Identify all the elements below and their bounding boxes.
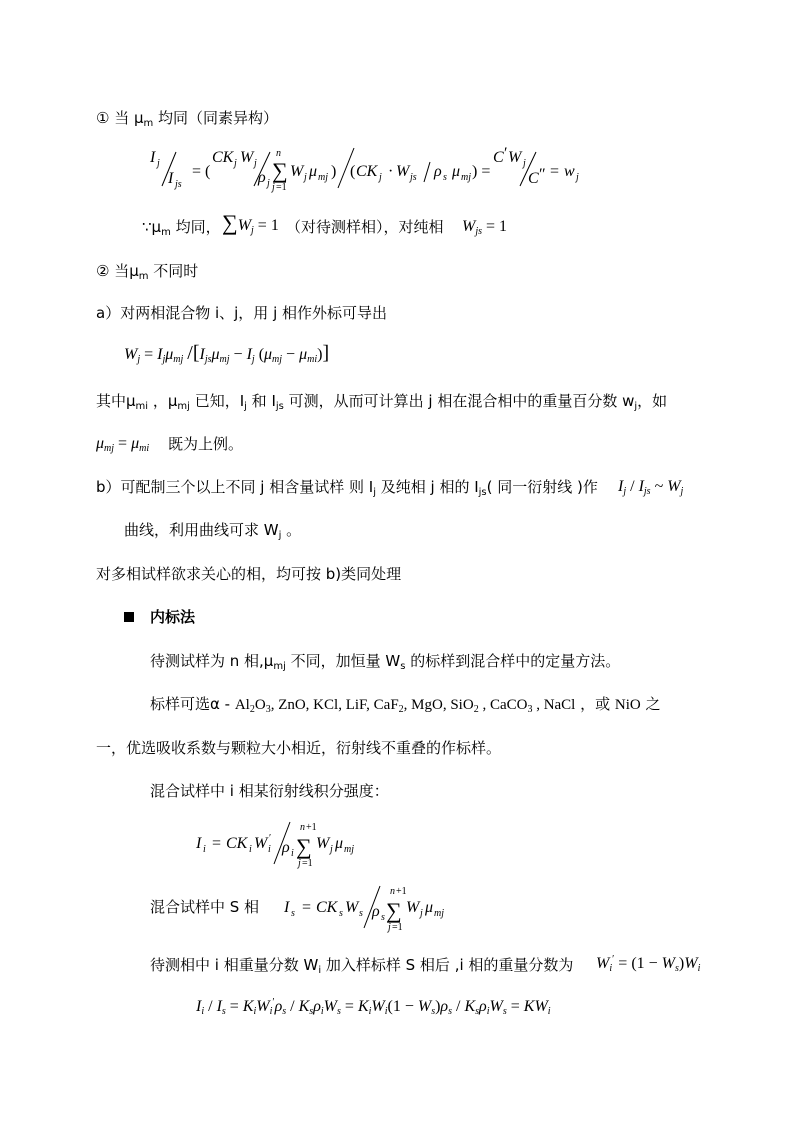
calibration-text: b）可配制三个以上不同 j 相含量试样 则 $I_j$ 及纯相 j 相的 $I_{js}$( 同一衍射线 )作 [96, 478, 598, 498]
svg-text:I: I [284, 899, 290, 916]
svg-text:w: w [564, 163, 575, 180]
svg-text:s: s [443, 172, 447, 183]
svg-text:j: j [304, 172, 307, 183]
svg-text:C: C [493, 149, 504, 166]
svg-text:W: W [396, 163, 410, 180]
svg-text:(: ( [350, 163, 356, 180]
known-values-text: 其中$\mu_{mi}$ ，$\mu_{mj}$ 已知，$I_j$ 和 $I_{js}$ 可测，从而可计算出 j 相在混合相中的重量百分数 $w_j$，如 [96, 392, 668, 412]
svg-text:·: · [388, 163, 394, 180]
standard-criteria: 一，优选吸收系数与颗粒大小相近，衍射线不重叠的作标样。 [96, 739, 502, 757]
svg-text:s: s [359, 908, 363, 919]
svg-text:CK: CK [356, 163, 378, 180]
svg-text:+1: +1 [306, 822, 317, 833]
svg-text:mj: mj [434, 908, 444, 919]
svg-text:js: js [175, 179, 182, 190]
svg-text:n: n [276, 148, 281, 159]
svg-text:I: I [196, 835, 202, 852]
svg-text:j: j [267, 178, 270, 189]
equal-mu-formula: $\mu_{mj} = \mu_{mi}$ [96, 435, 150, 454]
equal-mu-text: 既为上例。 [168, 435, 244, 453]
case-two-heading: ② 当$\mu_m$ 不同时 [96, 262, 199, 282]
svg-text:j: j [254, 158, 257, 169]
svg-text:=: = [302, 899, 312, 916]
weight-fraction-formula: $W_i' = (1 - W_s)W_i$ [596, 954, 701, 974]
equation-3 [196, 818, 366, 873]
svg-text:CK: CK [212, 149, 234, 166]
pure-phase-formula: $W_{js} = 1$ [462, 218, 508, 237]
svg-text:j: j [157, 158, 160, 169]
svg-text:=: = [212, 835, 222, 852]
sum-weights-note: （对待测样相），对纯相 [286, 218, 444, 236]
svg-text:ρ: ρ [372, 903, 380, 920]
intensity-intro: 混合试样中 i 相某衍射线积分强度： [150, 782, 389, 800]
bullet-square-icon [124, 612, 134, 622]
svg-text:n: n [300, 822, 305, 833]
weight-fraction-text: 待测相中 i 相重量分数 $W_i$ 加入样标样 S 相后 ,i 相的重量分数为 [150, 956, 574, 976]
curve-text: 曲线，利用曲线可求 $W_j$ 。 [124, 521, 302, 541]
calibration-formula: $I_j / I_{js}$ ~ $W_j$ [618, 478, 684, 497]
svg-text:s: s [339, 908, 343, 919]
svg-text:C: C [528, 170, 539, 187]
svg-text:n: n [390, 886, 395, 897]
svg-text:μ: μ [335, 835, 344, 852]
equation-4 [284, 880, 454, 935]
equation-2: $W_j = I_j\mu_{mj}$ $/[I_{js}\mu_{mj} - I_j$ $(\mu_{mj} - \mu_{mi})$] [124, 342, 330, 365]
svg-text:W: W [290, 163, 304, 180]
svg-text:W: W [254, 835, 268, 852]
svg-text:μ: μ [309, 163, 318, 180]
svg-text:W: W [345, 899, 359, 916]
svg-text:ρ: ρ [258, 169, 266, 186]
svg-text:j: j [523, 158, 526, 169]
svg-text:ρ: ρ [282, 839, 290, 856]
svg-text:∑: ∑ [272, 158, 288, 183]
svg-text:I: I [168, 170, 174, 187]
svg-text:i: i [249, 844, 252, 855]
svg-text:j: j [330, 844, 333, 855]
svg-text:″: ″ [539, 166, 546, 183]
svg-text:): ) [331, 163, 337, 180]
binary-mixture-text: a）对两相混合物 i、j，用 j 相作外标可导出 [96, 304, 388, 322]
svg-text:) =: ) = [472, 163, 491, 180]
svg-text:s: s [381, 912, 385, 923]
sum-weights-formula: $\sum W_j = 1$ [222, 210, 279, 236]
svg-text:CK: CK [316, 899, 338, 916]
svg-text:CK: CK [226, 835, 248, 852]
svg-text:mj: mj [318, 172, 328, 183]
svg-text:′: ′ [269, 833, 272, 844]
svg-text:μ: μ [425, 899, 434, 916]
svg-text:∑: ∑ [386, 898, 402, 923]
svg-text:i: i [203, 844, 206, 855]
equation-1 [148, 145, 588, 193]
svg-text:I: I [150, 149, 156, 166]
svg-text:s: s [291, 908, 295, 919]
svg-text:∑: ∑ [296, 834, 312, 859]
svg-text:μ: μ [452, 163, 461, 180]
svg-text:′: ′ [504, 145, 508, 162]
svg-text:j: j [272, 182, 275, 193]
svg-text:i: i [291, 848, 294, 859]
svg-text:+1: +1 [396, 886, 407, 897]
svg-text:W: W [508, 149, 522, 166]
svg-text:j: j [298, 858, 301, 869]
svg-text:mj: mj [344, 844, 354, 855]
svg-text:=1: =1 [302, 858, 313, 869]
svg-text:=1: =1 [392, 922, 403, 933]
svg-text:=1: =1 [276, 182, 287, 193]
s-phase-intro: 混合试样中 S 相 [150, 898, 260, 916]
standard-options: 标样可选α - $Al_2O_3$, ZnO, KCl, LiF, CaF$_2$, MgO, SiO$_2$ , CaCO$_3$ , NaCl ，或 NiO 之 [150, 695, 661, 715]
svg-text:j: j [379, 172, 382, 183]
section-heading: 内标法 [150, 608, 196, 626]
case-one-heading: ① 当 $\mu_m$ 均同（同素异构） [96, 109, 279, 129]
equation-5: $I_i / I_s = K_iW_i'\rho_s / K_s\rho_iW_s = K_iW_i(1 - W_s)\rho_s / K_s\rho_iW_s = KW_i$ [196, 997, 551, 1017]
multiphase-note: 对多相试样欲求关心的相，均可按 b)类同处理 [96, 565, 402, 583]
svg-text:mj: mj [461, 172, 471, 183]
svg-text:j: j [576, 172, 579, 183]
uniform-mu-note: $\because\mu_m$ 均同， [142, 218, 221, 238]
svg-text:ρ: ρ [434, 163, 442, 180]
method-description: 待测试样为 n 相$,\mu_{mj}$ 不同，加恒量 $W_s$ 的标样到混合样中的定量方法。 [150, 652, 621, 672]
svg-text:js: js [410, 172, 417, 183]
svg-text:j: j [234, 158, 237, 169]
svg-text:j: j [388, 922, 391, 933]
svg-text:j: j [420, 908, 423, 919]
svg-text:=: = [550, 163, 560, 180]
svg-text:= (: = ( [192, 163, 211, 180]
svg-text:W: W [316, 835, 330, 852]
svg-text:W: W [406, 899, 420, 916]
svg-text:W: W [240, 149, 254, 166]
svg-text:i: i [268, 844, 271, 855]
